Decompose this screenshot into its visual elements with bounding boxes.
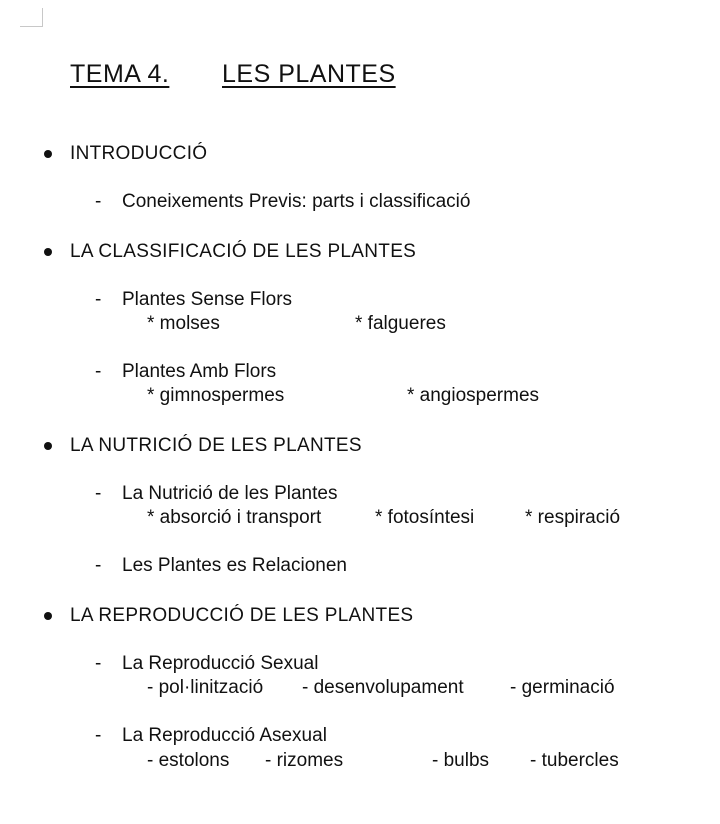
sub-item-estolons: - estolons	[147, 750, 230, 771]
dash-marker: -	[95, 483, 102, 504]
sub-item-bulbs: - bulbs	[432, 750, 490, 771]
sub-item-germinacio: - germinació	[510, 677, 615, 698]
title-les-plantes: LES PLANTES	[222, 60, 396, 88]
bullet-icon	[44, 612, 52, 620]
item-nutricio-de-les-plantes: La Nutrició de les Plantes	[122, 483, 338, 504]
sub-item-pollinitzacio: - pol·linització	[147, 677, 264, 698]
item-reproduccio-asexual: La Reproducció Asexual	[122, 725, 327, 746]
dash-marker: -	[95, 653, 102, 674]
item-coneixements-previs: Coneixements Previs: parts i classificació	[122, 191, 471, 212]
item-plantes-amb-flors: Plantes Amb Flors	[122, 361, 277, 382]
sub-item-fotosintesi: * fotosíntesi	[375, 507, 475, 528]
sub-item-tubercles: - tubercles	[530, 750, 619, 771]
section-heading-classificacio: LA CLASSIFICACIÓ DE LES PLANTES	[70, 241, 417, 262]
sub-item-respiracio: * respiració	[525, 507, 621, 528]
section-heading-introduccio: INTRODUCCIÓ	[70, 143, 208, 164]
sub-item-absorcio: * absorció i transport	[147, 507, 322, 528]
item-plantes-es-relacionen: Les Plantes es Relacionen	[122, 555, 347, 576]
section-heading-nutricio: LA NUTRICIÓ DE LES PLANTES	[70, 435, 362, 456]
bullet-icon	[44, 442, 52, 450]
dash-marker: -	[95, 725, 102, 746]
item-reproduccio-sexual: La Reproducció Sexual	[122, 653, 319, 674]
dash-marker: -	[95, 289, 102, 310]
sub-item-angiospermes: * angiospermes	[407, 385, 540, 406]
dash-marker: -	[95, 361, 102, 382]
sub-item-molses: * molses	[147, 313, 220, 334]
sub-item-desenvolupament: - desenvolupament	[302, 677, 464, 698]
title-tema: TEMA 4.	[70, 60, 170, 88]
dash-marker: -	[95, 191, 102, 212]
sub-item-rizomes: - rizomes	[265, 750, 344, 771]
bullet-icon	[44, 248, 52, 256]
section-heading-reproduccio: LA REPRODUCCIÓ DE LES PLANTES	[70, 605, 414, 626]
sub-item-gimnospermes: * gimnospermes	[147, 385, 285, 406]
item-plantes-sense-flors: Plantes Sense Flors	[122, 289, 293, 310]
dash-marker: -	[95, 555, 102, 576]
bullet-icon	[44, 150, 52, 158]
sub-item-falgueres: * falgueres	[355, 313, 446, 334]
page-corner-mark	[20, 8, 43, 27]
